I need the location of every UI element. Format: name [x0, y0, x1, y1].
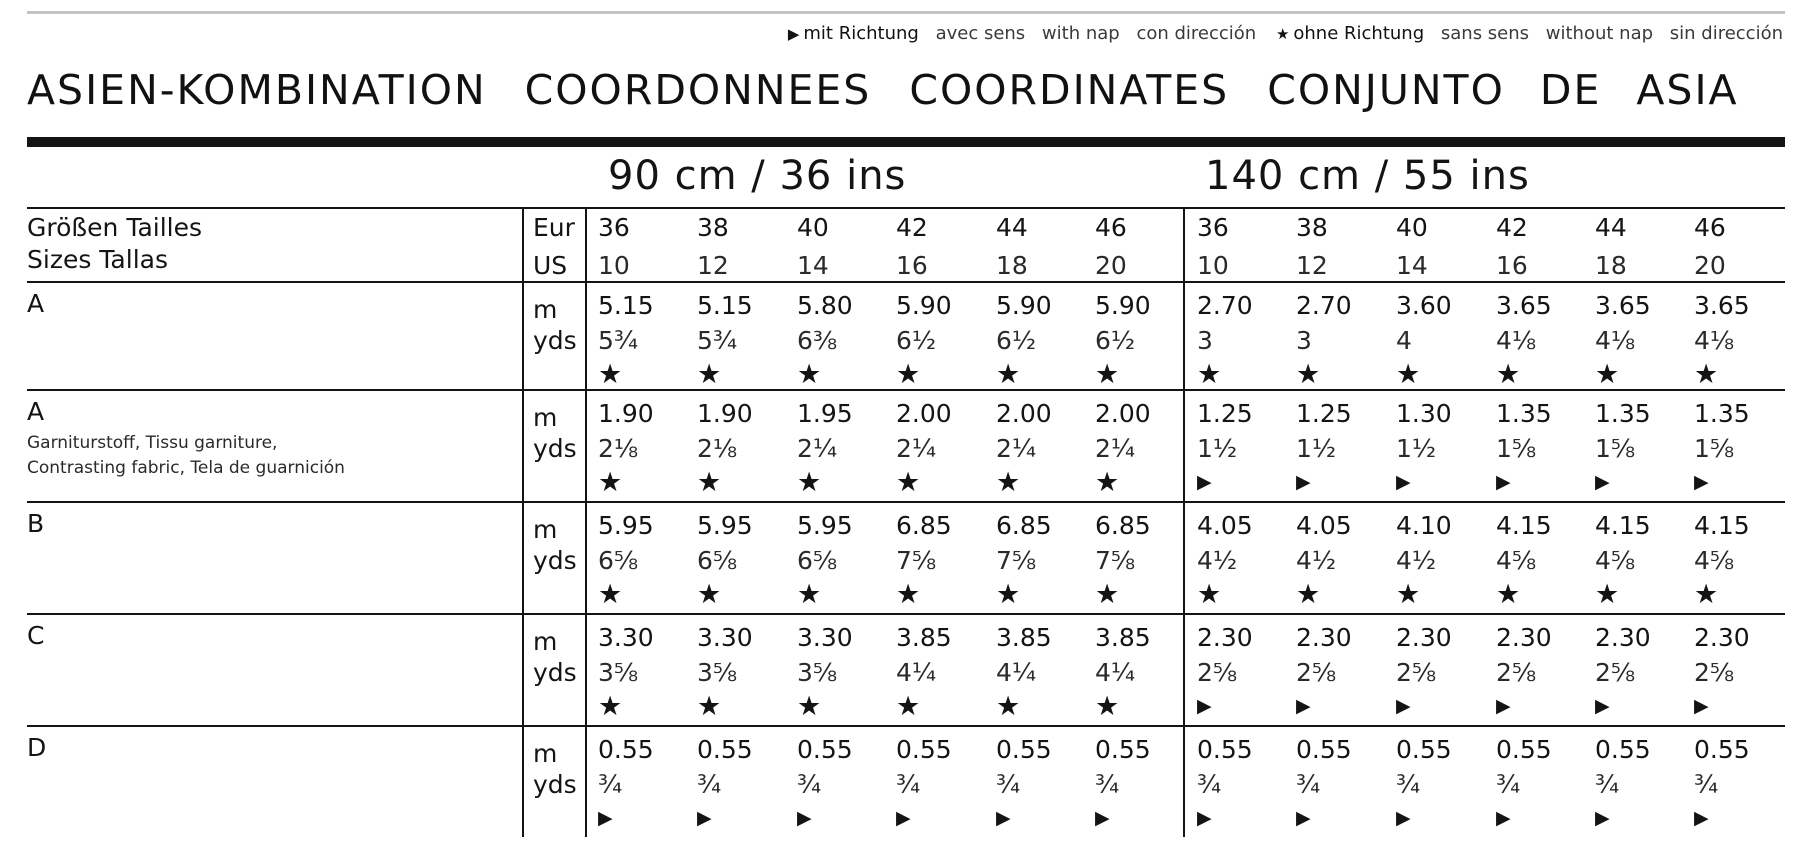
- row-label: A: [27, 289, 45, 318]
- meters-value: 2.70: [1197, 291, 1253, 320]
- without-nap-star-icon: ★: [896, 467, 921, 498]
- size-eur: 40: [1396, 213, 1428, 242]
- without-nap-star-icon: ★: [1296, 579, 1321, 610]
- title-fr: COORDONNEES: [524, 66, 872, 114]
- unit-m: m: [533, 295, 558, 324]
- yards-value: 5¾: [697, 326, 738, 355]
- meters-value: 0.55: [697, 735, 753, 764]
- without-nap-star-icon: ★: [1095, 359, 1120, 390]
- yards-value: 2¼: [1095, 434, 1136, 463]
- meters-value: 5.90: [996, 291, 1052, 320]
- yards-value: 4⅛: [1595, 326, 1636, 355]
- meters-value: 3.30: [797, 623, 853, 652]
- sizes-header-line1: Größen Tailles: [27, 213, 203, 242]
- with-nap-arrow-icon: ▶: [1694, 807, 1709, 829]
- without-nap-star-icon: ★: [1396, 579, 1421, 610]
- meters-value: 3.30: [598, 623, 654, 652]
- yards-value: ¾: [1296, 770, 1321, 799]
- meters-value: 1.95: [797, 399, 853, 428]
- meters-value: 3.65: [1496, 291, 1552, 320]
- yards-value: 6½: [1095, 326, 1136, 355]
- without-nap-star-icon: ★: [1496, 359, 1521, 390]
- with-nap-arrow-icon: ▶: [1197, 471, 1212, 493]
- meters-value: 0.55: [1095, 735, 1151, 764]
- unit-yds: yds: [533, 434, 577, 463]
- meters-value: 2.30: [1396, 623, 1452, 652]
- yards-value: 2⅝: [1694, 658, 1735, 687]
- yards-value: 3⅝: [797, 658, 838, 687]
- row-divider: [27, 613, 1785, 615]
- meters-value: 5.95: [797, 511, 853, 540]
- yards-value: 4¼: [896, 658, 937, 687]
- with-nap-arrow-icon: ▶: [1197, 695, 1212, 717]
- yards-value: 4⅛: [1694, 326, 1735, 355]
- size-us: 10: [1197, 251, 1229, 280]
- meters-value: 3.60: [1396, 291, 1452, 320]
- meters-value: 5.90: [1095, 291, 1151, 320]
- yards-value: 3: [1197, 326, 1213, 355]
- row-label: D: [27, 733, 47, 762]
- yards-value: 7⅝: [1095, 546, 1136, 575]
- header-top-rule: [27, 207, 1785, 209]
- with-nap-arrow-icon: ▶: [996, 807, 1011, 829]
- meters-value: 1.90: [598, 399, 654, 428]
- yards-value: 1⅝: [1694, 434, 1735, 463]
- yards-value: 2⅝: [1496, 658, 1537, 687]
- without-nap-star-icon: ★: [1396, 359, 1421, 390]
- with-nap-arrow-icon: ▶: [1595, 471, 1610, 493]
- yards-value: 4⅝: [1694, 546, 1735, 575]
- size-us: 10: [598, 251, 630, 280]
- legend-without-nap-es: sin dirección: [1669, 23, 1783, 44]
- eur-label: Eur: [533, 213, 575, 242]
- yards-value: 6⅝: [697, 546, 738, 575]
- without-nap-star-icon: ★: [697, 691, 722, 722]
- meters-value: 1.90: [697, 399, 753, 428]
- yards-value: ¾: [996, 770, 1021, 799]
- meters-value: 2.30: [1496, 623, 1552, 652]
- meters-value: 6.85: [896, 511, 952, 540]
- yards-value: 1½: [1396, 434, 1437, 463]
- size-eur: 38: [1296, 213, 1328, 242]
- fabric-width-90: 90 cm / 36 ins: [608, 153, 907, 199]
- meters-value: 1.30: [1396, 399, 1452, 428]
- without-nap-star-icon: ★: [1095, 691, 1120, 722]
- yards-value: 2⅛: [598, 434, 639, 463]
- with-nap-arrow-icon: ▶: [697, 807, 712, 829]
- unit-yds: yds: [533, 770, 577, 799]
- title-en: COORDINATES: [909, 66, 1230, 114]
- sizes-header-line2: Sizes Tallas: [27, 245, 168, 274]
- title-es: CONJUNTO DE ASIA: [1267, 66, 1739, 114]
- size-eur: 42: [1496, 213, 1528, 242]
- with-nap-arrow-icon: ▶: [1095, 807, 1110, 829]
- width-group-divider: [1183, 207, 1185, 837]
- with-nap-arrow-icon: ▶: [1396, 807, 1411, 829]
- size-us: 12: [697, 251, 729, 280]
- yards-value: 3: [1296, 326, 1312, 355]
- meters-value: 0.55: [598, 735, 654, 764]
- without-nap-star-icon: ★: [996, 691, 1021, 722]
- label-column-divider: [522, 207, 524, 837]
- yards-value: 1⅝: [1496, 434, 1537, 463]
- nap-legend: [788, 23, 1783, 44]
- with-nap-arrow-icon: ▶: [1296, 695, 1311, 717]
- page-title: [27, 66, 1777, 114]
- yards-value: 4: [1396, 326, 1412, 355]
- yards-value: ¾: [1595, 770, 1620, 799]
- meters-value: 2.30: [1694, 623, 1750, 652]
- meters-value: 1.35: [1694, 399, 1750, 428]
- without-nap-star-icon: ★: [598, 691, 623, 722]
- with-nap-arrow-icon: ▶: [1396, 695, 1411, 717]
- size-eur: 44: [1595, 213, 1627, 242]
- unit-yds: yds: [533, 658, 577, 687]
- without-nap-star-icon: ★: [598, 579, 623, 610]
- yards-value: 6⅝: [598, 546, 639, 575]
- yards-value: 1½: [1296, 434, 1337, 463]
- meters-value: 2.30: [1197, 623, 1253, 652]
- with-nap-arrow-icon: ▶: [1496, 471, 1511, 493]
- unit-m: m: [533, 627, 558, 656]
- with-nap-arrow-icon: ▶: [1694, 471, 1709, 493]
- meters-value: 2.70: [1296, 291, 1352, 320]
- legend-without-nap-de: ohne Richtung: [1293, 23, 1425, 44]
- without-nap-star-icon: ★: [797, 691, 822, 722]
- yards-value: 2⅝: [1197, 658, 1238, 687]
- unit-m: m: [533, 403, 558, 432]
- title-de: ASIEN-KOMBINATION: [27, 66, 487, 114]
- size-us: 16: [896, 251, 928, 280]
- yards-value: 4⅛: [1496, 326, 1537, 355]
- with-nap-arrow-icon: ▶: [1496, 807, 1511, 829]
- meters-value: 3.30: [697, 623, 753, 652]
- meters-value: 3.85: [1095, 623, 1151, 652]
- unit-m: m: [533, 739, 558, 768]
- yards-value: 2⅝: [1396, 658, 1437, 687]
- with-nap-arrow-icon: ▶: [787, 25, 800, 43]
- meters-value: 4.15: [1595, 511, 1651, 540]
- size-us: 18: [996, 251, 1028, 280]
- meters-value: 5.15: [598, 291, 654, 320]
- size-us: 20: [1694, 251, 1726, 280]
- size-eur: 36: [1197, 213, 1229, 242]
- row-sublabel: Garniturstoff, Tissu garniture, Contrasting fabric, Tela de guarnición: [27, 433, 345, 478]
- yards-value: 2¼: [797, 434, 838, 463]
- size-eur: 38: [697, 213, 729, 242]
- legend-without-nap-fr: sans sens: [1440, 23, 1530, 44]
- yards-value: 4½: [1296, 546, 1337, 575]
- without-nap-star-icon: ★: [1496, 579, 1521, 610]
- row-label: B: [27, 509, 45, 538]
- yards-value: 2⅛: [697, 434, 738, 463]
- yards-value: 1⅝: [1595, 434, 1636, 463]
- yards-value: 7⅝: [896, 546, 937, 575]
- legend-with-nap-es: con dirección: [1136, 23, 1257, 44]
- yards-value: 7⅝: [996, 546, 1037, 575]
- with-nap-arrow-icon: ▶: [1694, 695, 1709, 717]
- yards-value: ¾: [1496, 770, 1521, 799]
- size-eur: 46: [1095, 213, 1127, 242]
- meters-value: 3.65: [1694, 291, 1750, 320]
- without-nap-star-icon: ★: [598, 467, 623, 498]
- yards-value: 2¼: [896, 434, 937, 463]
- yards-value: 2⅝: [1595, 658, 1636, 687]
- with-nap-arrow-icon: ▶: [1296, 807, 1311, 829]
- without-nap-star-icon: ★: [1296, 359, 1321, 390]
- row-label: C: [27, 621, 45, 650]
- legend-with-nap-de: mit Richtung: [803, 23, 919, 44]
- row-label: A: [27, 397, 45, 426]
- meters-value: 5.95: [697, 511, 753, 540]
- size-us: 20: [1095, 251, 1127, 280]
- without-nap-star-icon: ★: [1595, 359, 1620, 390]
- with-nap-arrow-icon: ▶: [1496, 695, 1511, 717]
- meters-value: 4.05: [1197, 511, 1253, 540]
- meters-value: 0.55: [1197, 735, 1253, 764]
- meters-value: 1.25: [1197, 399, 1253, 428]
- without-nap-star-icon: ★: [697, 467, 722, 498]
- yards-value: 4¼: [996, 658, 1037, 687]
- meters-value: 0.55: [1296, 735, 1352, 764]
- without-nap-star-icon: ★: [797, 359, 822, 390]
- meters-value: 4.15: [1496, 511, 1552, 540]
- meters-value: 0.55: [797, 735, 853, 764]
- without-nap-star-icon: ★: [797, 579, 822, 610]
- size-us: 14: [1396, 251, 1428, 280]
- size-eur: 36: [598, 213, 630, 242]
- unit-column-divider: [585, 207, 587, 837]
- yards-value: 6⅝: [797, 546, 838, 575]
- without-nap-star-icon: ★: [1275, 25, 1290, 43]
- meters-value: 0.55: [1496, 735, 1552, 764]
- meters-value: 3.65: [1595, 291, 1651, 320]
- yards-value: ¾: [1396, 770, 1421, 799]
- row-divider: [27, 725, 1785, 727]
- yards-value: ¾: [896, 770, 921, 799]
- meters-value: 2.30: [1595, 623, 1651, 652]
- meters-value: 5.95: [598, 511, 654, 540]
- size-eur: 46: [1694, 213, 1726, 242]
- meters-value: 2.30: [1296, 623, 1352, 652]
- yards-value: ¾: [797, 770, 822, 799]
- size-us: 14: [797, 251, 829, 280]
- without-nap-star-icon: ★: [1694, 579, 1719, 610]
- without-nap-star-icon: ★: [1095, 467, 1120, 498]
- with-nap-arrow-icon: ▶: [1595, 807, 1610, 829]
- meters-value: 6.85: [1095, 511, 1151, 540]
- yards-value: 6½: [996, 326, 1037, 355]
- yards-value: 4½: [1197, 546, 1238, 575]
- yards-value: ¾: [697, 770, 722, 799]
- with-nap-arrow-icon: ▶: [598, 807, 613, 829]
- unit-yds: yds: [533, 546, 577, 575]
- without-nap-star-icon: ★: [697, 359, 722, 390]
- meters-value: 0.55: [996, 735, 1052, 764]
- unit-yds: yds: [533, 326, 577, 355]
- yards-value: 5¾: [598, 326, 639, 355]
- meters-value: 5.90: [896, 291, 952, 320]
- meters-value: 2.00: [996, 399, 1052, 428]
- row-divider: [27, 281, 1785, 283]
- meters-value: 1.35: [1496, 399, 1552, 428]
- with-nap-arrow-icon: ▶: [1197, 807, 1212, 829]
- size-eur: 42: [896, 213, 928, 242]
- without-nap-star-icon: ★: [1095, 579, 1120, 610]
- legend-without-nap-en: without nap: [1545, 23, 1654, 44]
- without-nap-star-icon: ★: [1595, 579, 1620, 610]
- meters-value: 4.05: [1296, 511, 1352, 540]
- yards-value: ¾: [1095, 770, 1120, 799]
- meters-value: 3.85: [996, 623, 1052, 652]
- meters-value: 6.85: [996, 511, 1052, 540]
- yards-value: 4½: [1396, 546, 1437, 575]
- meters-value: 4.10: [1396, 511, 1452, 540]
- without-nap-star-icon: ★: [1694, 359, 1719, 390]
- size-us: 16: [1496, 251, 1528, 280]
- legend-with-nap-fr: avec sens: [935, 23, 1026, 44]
- size-eur: 40: [797, 213, 829, 242]
- meters-value: 0.55: [896, 735, 952, 764]
- yards-value: 1½: [1197, 434, 1238, 463]
- with-nap-arrow-icon: ▶: [797, 807, 812, 829]
- without-nap-star-icon: ★: [598, 359, 623, 390]
- legend-with-nap-en: with nap: [1041, 23, 1120, 44]
- unit-m: m: [533, 515, 558, 544]
- with-nap-arrow-icon: ▶: [1296, 471, 1311, 493]
- without-nap-star-icon: ★: [896, 359, 921, 390]
- yards-value: 6½: [896, 326, 937, 355]
- yards-value: 2¼: [996, 434, 1037, 463]
- without-nap-star-icon: ★: [1197, 579, 1222, 610]
- meters-value: 1.35: [1595, 399, 1651, 428]
- without-nap-star-icon: ★: [996, 359, 1021, 390]
- meters-value: 5.15: [697, 291, 753, 320]
- yards-value: ¾: [1694, 770, 1719, 799]
- without-nap-star-icon: ★: [996, 467, 1021, 498]
- yards-value: 3⅝: [598, 658, 639, 687]
- size-us: 12: [1296, 251, 1328, 280]
- meters-value: 2.00: [1095, 399, 1151, 428]
- without-nap-star-icon: ★: [896, 691, 921, 722]
- without-nap-star-icon: ★: [896, 579, 921, 610]
- meters-value: 2.00: [896, 399, 952, 428]
- fabric-width-140: 140 cm / 55 ins: [1205, 153, 1530, 199]
- yards-value: 6⅜: [797, 326, 838, 355]
- row-divider: [27, 501, 1785, 503]
- meters-value: 3.85: [896, 623, 952, 652]
- without-nap-star-icon: ★: [697, 579, 722, 610]
- meters-value: 1.25: [1296, 399, 1352, 428]
- yards-value: ¾: [1197, 770, 1222, 799]
- yards-value: 4⅝: [1496, 546, 1537, 575]
- yards-value: 3⅝: [697, 658, 738, 687]
- with-nap-arrow-icon: ▶: [1595, 695, 1610, 717]
- with-nap-arrow-icon: ▶: [1396, 471, 1411, 493]
- size-eur: 44: [996, 213, 1028, 242]
- yards-value: 4⅝: [1595, 546, 1636, 575]
- meters-value: 0.55: [1595, 735, 1651, 764]
- without-nap-star-icon: ★: [1197, 359, 1222, 390]
- meters-value: 4.15: [1694, 511, 1750, 540]
- meters-value: 5.80: [797, 291, 853, 320]
- meters-value: 0.55: [1694, 735, 1750, 764]
- yards-value: ¾: [598, 770, 623, 799]
- title-underline: [27, 137, 1785, 147]
- without-nap-star-icon: ★: [797, 467, 822, 498]
- with-nap-arrow-icon: ▶: [896, 807, 911, 829]
- meters-value: 0.55: [1396, 735, 1452, 764]
- size-us: 18: [1595, 251, 1627, 280]
- yards-value: 2⅝: [1296, 658, 1337, 687]
- yards-value: 4¼: [1095, 658, 1136, 687]
- without-nap-star-icon: ★: [996, 579, 1021, 610]
- top-rule: [27, 11, 1785, 14]
- us-label: US: [533, 251, 568, 280]
